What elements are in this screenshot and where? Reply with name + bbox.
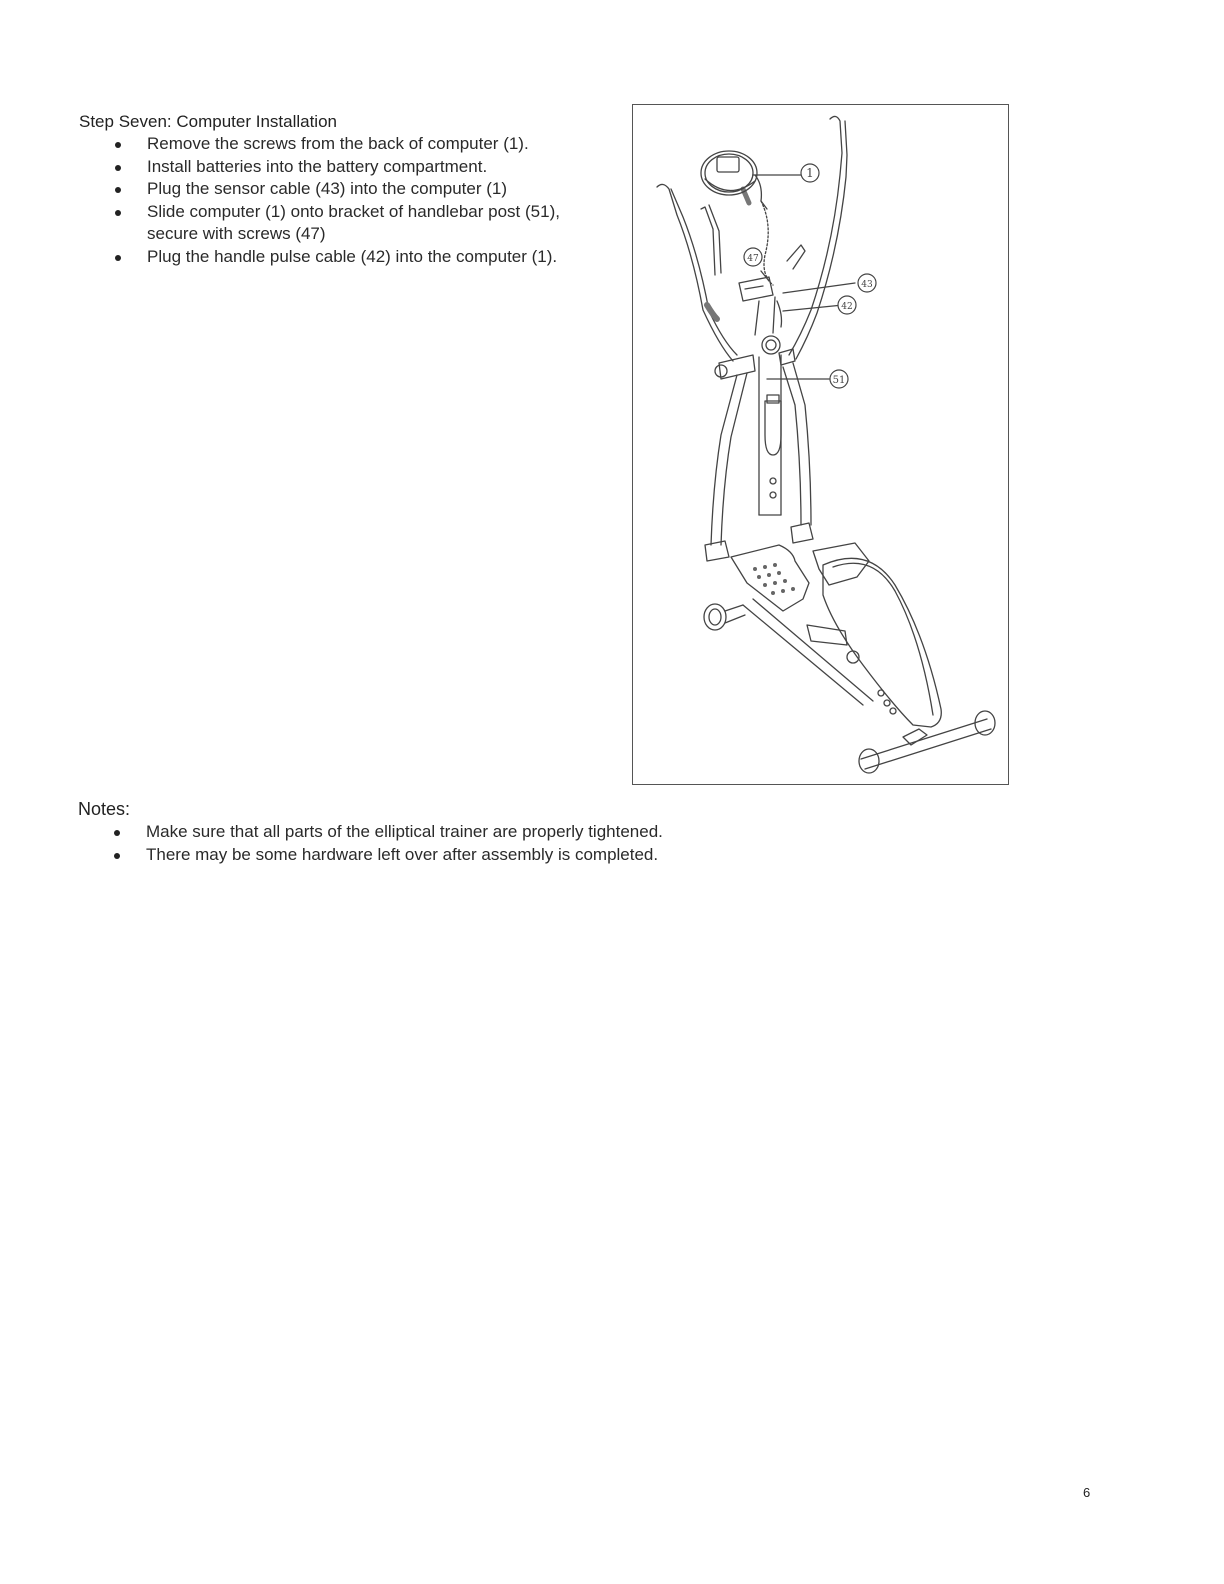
callout-42: 42 bbox=[841, 302, 853, 312]
callout-43: 43 bbox=[861, 280, 873, 290]
bullet-icon bbox=[115, 255, 121, 261]
page-number: 6 bbox=[1083, 1485, 1091, 1500]
step-subtitle: Computer Installation bbox=[176, 112, 337, 131]
bullet-icon bbox=[115, 187, 121, 193]
callout-51: 51 bbox=[832, 375, 846, 386]
list-item: There may be some hardware left over after assembly is completed. bbox=[78, 844, 878, 867]
notes-section bbox=[78, 797, 878, 866]
list-item: Slide computer (1) onto bracket of handlebar post (51), secure with screws (47) bbox=[79, 201, 577, 246]
step-seven-section bbox=[79, 110, 599, 268]
bullet-icon bbox=[115, 165, 121, 171]
callout-47: 47 bbox=[747, 254, 759, 264]
step-title bbox=[79, 110, 599, 133]
bullet-icon bbox=[114, 830, 120, 836]
assembly-diagram bbox=[632, 104, 1009, 785]
list-item: Plug the sensor cable (43) into the computer (1) bbox=[79, 178, 599, 201]
callout-1: 1 bbox=[806, 166, 814, 180]
list-item: Remove the screws from the back of computer (1). bbox=[79, 133, 599, 156]
bullet-icon bbox=[114, 853, 120, 859]
notes-title: Notes: bbox=[78, 799, 131, 819]
notes-list bbox=[78, 821, 878, 866]
list-item: Make sure that all parts of the elliptical trainer are properly tightened. bbox=[78, 821, 878, 844]
list-item: Plug the handle pulse cable (42) into the computer (1). bbox=[79, 246, 577, 269]
elliptical-trainer-illustration bbox=[633, 105, 1008, 784]
step-heading: Step Seven: bbox=[79, 112, 172, 131]
bullet-icon bbox=[115, 142, 121, 148]
bullet-icon bbox=[115, 210, 121, 216]
list-item: Install batteries into the battery compartment. bbox=[79, 156, 599, 179]
step-instructions-list bbox=[79, 133, 599, 268]
